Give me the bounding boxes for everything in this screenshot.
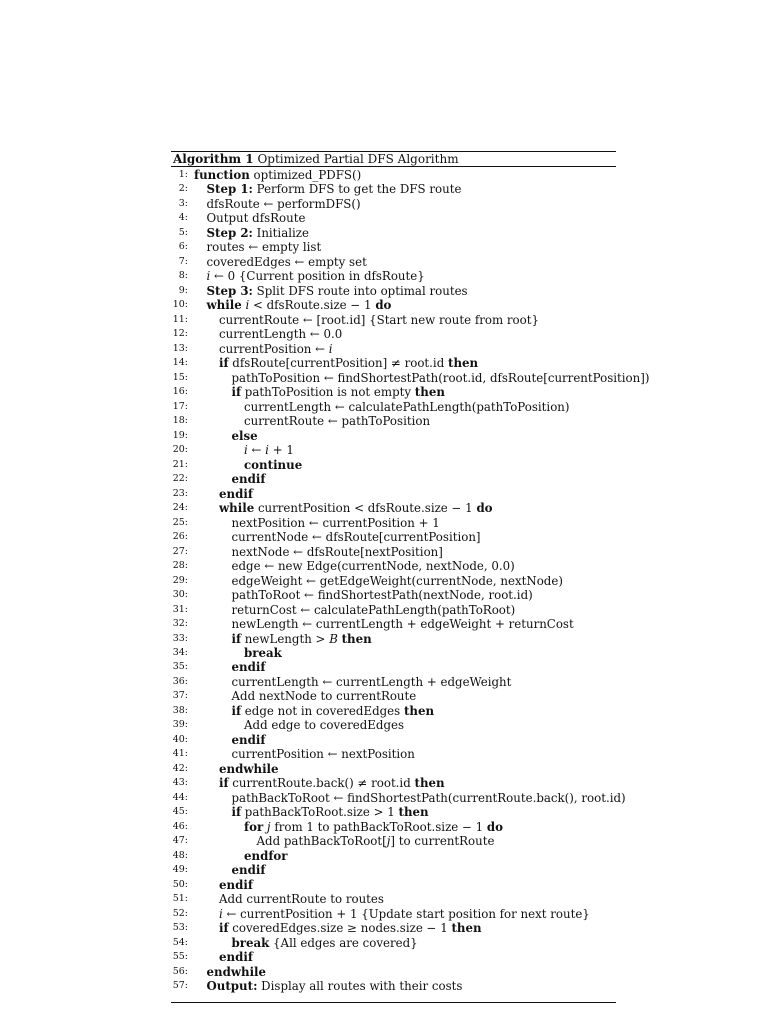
- line-code: [207, 269, 425, 283]
- line-code: [232, 791, 626, 805]
- algorithm-line: [171, 284, 616, 298]
- code-text: edgeWeight ← getEdgeWeight(currentNode, nextNode): [231, 573, 563, 588]
- keyword: if: [219, 356, 229, 371]
- line-number: 5:: [178, 226, 188, 238]
- code-text: Split DFS route into optimal routes: [252, 283, 468, 298]
- algorithm-line: [171, 820, 616, 834]
- line-number: 44:: [172, 791, 188, 803]
- algorithm-line: [171, 878, 616, 892]
- line-number: 29:: [172, 574, 188, 586]
- keyword: if: [231, 385, 242, 400]
- algorithm-line: [171, 936, 616, 950]
- algorithm-line: [171, 863, 616, 877]
- line-code: [219, 921, 482, 935]
- keyword: if: [219, 776, 229, 791]
- line-code: [232, 516, 440, 530]
- line-number: 27:: [172, 545, 188, 557]
- algorithm-line: [171, 689, 616, 703]
- algorithm-line: [171, 385, 616, 399]
- line-code: [207, 197, 361, 211]
- keyword: Output:: [206, 979, 258, 994]
- code-text: newLength ← currentLength + edgeWeight + returnCost: [231, 617, 574, 632]
- algorithm-line: [171, 240, 616, 254]
- line-code: [207, 965, 267, 979]
- line-code: [244, 718, 404, 732]
- code-text: j: [386, 834, 391, 849]
- algorithm-line: [171, 356, 616, 370]
- line-number: 17:: [172, 400, 188, 412]
- keyword: function: [194, 168, 250, 182]
- code-text: currentNode ← dfsRoute[currentPosition]: [231, 530, 481, 545]
- line-code: [244, 646, 282, 660]
- line-code: [232, 689, 417, 703]
- line-number: 51:: [172, 893, 188, 905]
- keyword: then: [414, 776, 445, 791]
- algorithm-line: [171, 747, 616, 761]
- algorithm-line: [171, 718, 616, 732]
- line-number: 22:: [172, 473, 188, 485]
- line-number: 2:: [178, 183, 188, 195]
- algorithm-line: [171, 790, 626, 805]
- line-number: 54:: [172, 936, 188, 948]
- keyword: endif: [219, 877, 253, 892]
- algorithm-line: [171, 907, 616, 921]
- code-text: Add pathBackToRoot[: [256, 834, 387, 849]
- line-code: [207, 298, 392, 312]
- line-code: [232, 574, 563, 588]
- line-code: [244, 414, 430, 428]
- keyword: then: [341, 631, 372, 646]
- code-text: i: [265, 443, 269, 458]
- keyword: endwhile: [219, 761, 279, 776]
- caption-rule: [171, 166, 616, 167]
- code-text: optimized_PDFS(): [249, 168, 362, 182]
- algorithm-line: [171, 834, 616, 848]
- algorithm-line: [171, 458, 616, 472]
- line-code: [219, 356, 478, 370]
- keyword: continue: [244, 457, 303, 472]
- line-number: 12:: [172, 328, 188, 340]
- keyword: endwhile: [206, 964, 267, 979]
- code-text: Display all routes with their costs: [257, 979, 463, 994]
- algorithm-line: [171, 545, 616, 559]
- line-code: [207, 979, 463, 993]
- line-code: [244, 820, 503, 834]
- keyword: endif: [231, 660, 266, 675]
- keyword: else: [231, 428, 258, 443]
- line-number: 6:: [178, 241, 188, 253]
- line-code: [232, 747, 415, 761]
- line-number: 48:: [172, 849, 188, 861]
- keyword: Step 1:: [206, 182, 253, 197]
- keyword: while: [206, 298, 242, 313]
- algorithm-line: [171, 849, 616, 863]
- code-text: pathToPosition is not empty: [241, 385, 415, 400]
- keyword: do: [486, 819, 504, 834]
- keyword: if: [231, 703, 242, 718]
- line-code: [219, 950, 253, 964]
- code-text: j: [266, 819, 271, 834]
- line-code: [194, 168, 361, 182]
- keyword: then: [414, 385, 445, 400]
- line-number: 34:: [172, 646, 188, 658]
- code-text: pathToRoot ← findShortestPath(nextNode, root.id): [231, 588, 533, 603]
- code-text: Add currentRoute to routes: [219, 892, 384, 907]
- line-number: 9:: [178, 284, 188, 296]
- keyword: for: [244, 819, 264, 834]
- algorithm-line: [171, 559, 616, 573]
- line-number: 15:: [172, 371, 188, 383]
- line-code: [257, 834, 495, 848]
- keyword: break: [244, 645, 282, 660]
- code-text: B: [329, 631, 338, 646]
- line-code: [244, 849, 288, 863]
- algorithm-line: [171, 530, 616, 544]
- algorithm-line: [171, 921, 616, 935]
- line-number: 39:: [172, 719, 188, 731]
- line-code: [219, 327, 342, 341]
- line-code: [219, 762, 279, 776]
- line-number: 55:: [172, 951, 188, 963]
- line-number: 40:: [172, 733, 188, 745]
- line-number: 20:: [172, 444, 188, 456]
- algorithm-line: [171, 168, 616, 182]
- code-text: nextPosition ← currentPosition + 1: [231, 515, 440, 530]
- algorithm-line: [171, 313, 616, 327]
- line-code: [232, 632, 372, 646]
- code-text: i: [219, 906, 223, 921]
- code-text: i: [244, 443, 248, 458]
- code-text: currentPosition < dfsRoute.size − 1: [254, 501, 477, 516]
- line-number: 8:: [178, 270, 188, 282]
- line-code: [232, 863, 266, 877]
- code-text: edge not in coveredEdges: [241, 703, 404, 718]
- code-text: currentRoute.back() ≠ root.id: [228, 776, 415, 791]
- line-number: 31:: [172, 603, 188, 615]
- line-number: 16:: [172, 386, 188, 398]
- line-code: [219, 776, 445, 790]
- algorithm-line: [171, 632, 616, 646]
- keyword: endif: [219, 950, 253, 965]
- line-number: 11:: [172, 313, 188, 325]
- line-code: [219, 342, 333, 356]
- line-number: 56:: [172, 965, 188, 977]
- code-text: currentRoute ← pathToPosition: [244, 414, 431, 429]
- line-number: 7:: [178, 255, 188, 267]
- keyword: if: [231, 631, 242, 646]
- line-number: 46:: [172, 820, 188, 832]
- code-text: currentLength ← 0.0: [219, 327, 343, 342]
- algorithm-title: Optimized Partial DFS Algorithm: [257, 152, 459, 166]
- line-number: 36:: [172, 675, 188, 687]
- algorithm-caption: [171, 152, 616, 166]
- keyword: then: [403, 703, 435, 718]
- code-text: {All edges are covered}: [269, 935, 418, 950]
- line-code: [232, 617, 574, 631]
- line-code: [232, 530, 481, 544]
- line-code: [232, 472, 266, 486]
- code-text: currentLength ← calculatePathLength(pathToPosition): [244, 399, 570, 414]
- line-code: [219, 501, 493, 515]
- line-code: [232, 805, 429, 819]
- line-code: [232, 733, 266, 747]
- code-text: i: [206, 269, 211, 284]
- algorithm-label: Algorithm 1: [173, 152, 254, 166]
- line-number: 25:: [172, 516, 188, 528]
- line-code: [232, 936, 418, 950]
- code-text: Add nextNode to currentRoute: [231, 689, 417, 704]
- code-text: pathBackToRoot.size > 1: [241, 805, 399, 820]
- keyword: then: [451, 921, 482, 936]
- line-number: 3:: [178, 197, 188, 209]
- code-text: pathBackToRoot ← findShortestPath(currentRoute.back(), root.id): [231, 790, 626, 805]
- algorithm-line: [171, 979, 616, 993]
- algorithm-line: [171, 443, 616, 457]
- algorithm-line: [171, 776, 616, 790]
- algorithm-line: [171, 298, 616, 312]
- algorithm-line: [171, 414, 616, 428]
- line-number: 32:: [172, 618, 188, 630]
- line-code: [219, 907, 590, 921]
- line-number: 30:: [172, 589, 188, 601]
- algorithm-line: [171, 950, 616, 964]
- code-text: i: [328, 341, 333, 356]
- line-number: 28:: [172, 560, 188, 572]
- line-code: [219, 892, 384, 906]
- line-code: [219, 313, 539, 327]
- algorithm-line: [171, 660, 616, 674]
- code-text: currentPosition ← nextPosition: [231, 747, 415, 762]
- line-number: 14:: [172, 357, 188, 369]
- code-text: ←: [247, 443, 266, 458]
- algorithm-line: [171, 965, 616, 979]
- keyword: then: [398, 805, 429, 820]
- algorithm-line: [171, 588, 616, 602]
- line-code: [244, 400, 570, 414]
- line-code: [232, 429, 258, 443]
- code-text: Perform DFS to get the DFS route: [252, 182, 462, 197]
- line-number: 33:: [172, 632, 188, 644]
- algorithm-line: [171, 805, 616, 819]
- keyword: endif: [219, 486, 253, 501]
- line-number: 23:: [172, 487, 188, 499]
- line-code: [219, 487, 253, 501]
- bottom-rule: [171, 1002, 616, 1003]
- code-text: returnCost ← calculatePathLength(pathToRoot): [231, 602, 516, 617]
- line-number: 50:: [172, 878, 188, 890]
- keyword: endfor: [244, 848, 288, 863]
- code-text: from 1 to pathBackToRoot.size − 1: [270, 819, 487, 834]
- code-text: nextNode ← dfsRoute[nextPosition]: [231, 544, 443, 559]
- line-code: [207, 240, 322, 254]
- line-code: [219, 878, 253, 892]
- algorithm-line: [171, 501, 616, 515]
- code-text: currentLength ← currentLength + edgeWeight: [231, 674, 512, 689]
- keyword: if: [231, 805, 242, 820]
- line-code: [232, 371, 650, 385]
- code-text: i: [245, 298, 250, 313]
- code-text: Output dfsRoute: [206, 211, 306, 226]
- algorithm-line: [171, 892, 616, 906]
- code-text: Add edge to coveredEdges: [244, 718, 405, 733]
- algorithm-line: [171, 182, 616, 196]
- line-code: [244, 443, 294, 457]
- line-number: 52:: [172, 907, 188, 919]
- line-code: [207, 211, 306, 225]
- code-text: routes ← empty list: [206, 240, 322, 255]
- algorithm-block: [171, 151, 650, 994]
- line-code: [207, 182, 462, 196]
- algorithm-line: [171, 762, 616, 776]
- keyword: do: [375, 298, 392, 313]
- algorithm-line: [171, 327, 616, 341]
- line-number: 18:: [172, 415, 188, 427]
- line-code: [232, 545, 443, 559]
- algorithm-line: [171, 675, 616, 689]
- code-text: newLength >: [241, 631, 330, 646]
- line-code: [207, 284, 468, 298]
- line-code: [207, 226, 309, 240]
- code-text: pathToPosition ← findShortestPath(root.id, dfsRoute[currentPosition]): [231, 370, 650, 385]
- line-number: 13:: [172, 342, 188, 354]
- keyword: then: [448, 356, 479, 371]
- code-text: Initialize: [252, 225, 309, 240]
- algorithm-line: [171, 646, 616, 660]
- keyword: Step 2:: [206, 225, 253, 240]
- line-number: 10:: [172, 299, 188, 311]
- line-code: [232, 603, 516, 617]
- code-text: edge ← new Edge(currentNode, nextNode, 0.0): [231, 559, 515, 574]
- algorithm-line: [171, 255, 616, 269]
- algorithm-line: [171, 733, 616, 747]
- line-number: 38:: [172, 704, 188, 716]
- algorithm-line: [171, 197, 616, 211]
- algorithm-line: [171, 429, 616, 443]
- algorithm-lines: [171, 168, 650, 994]
- line-code: [232, 588, 533, 602]
- line-code: [232, 559, 515, 573]
- keyword: if: [219, 921, 229, 936]
- line-number: 49:: [172, 864, 188, 876]
- algorithm-line: [171, 574, 616, 588]
- algorithm-line: [171, 211, 616, 225]
- code-text: < dfsRoute.size − 1: [249, 298, 376, 313]
- code-text: ] to currentRoute: [390, 834, 495, 849]
- code-text: + 1: [268, 443, 294, 458]
- code-text: ← currentPosition + 1 {Update start position for next route}: [222, 906, 590, 921]
- line-code: [232, 704, 435, 718]
- line-number: 35:: [172, 661, 188, 673]
- line-number: 21:: [172, 458, 188, 470]
- line-number: 24:: [172, 502, 188, 514]
- keyword: endif: [231, 863, 266, 878]
- keyword: endif: [231, 732, 266, 747]
- algorithm-line: [171, 400, 616, 414]
- line-number: 41:: [172, 748, 188, 760]
- algorithm-line: [171, 603, 616, 617]
- keyword: do: [476, 501, 493, 516]
- line-number: 1:: [178, 169, 188, 180]
- line-number: 47:: [172, 835, 188, 847]
- line-number: 19:: [172, 429, 188, 441]
- keyword: endif: [231, 472, 266, 487]
- algorithm-line: [171, 370, 650, 385]
- algorithm-line: [171, 226, 616, 240]
- algorithm-line: [171, 472, 616, 486]
- code-text: coveredEdges.size ≥ nodes.size − 1: [228, 921, 452, 936]
- line-number: 45:: [172, 806, 188, 818]
- line-number: 43:: [172, 777, 188, 789]
- line-number: 57:: [172, 980, 188, 992]
- line-number: 4:: [178, 212, 188, 224]
- line-number: 37:: [172, 690, 188, 702]
- algorithm-line: [171, 516, 616, 530]
- algorithm-line: [171, 617, 616, 631]
- code-text: dfsRoute[currentPosition] ≠ root.id: [228, 356, 448, 371]
- line-number: 42:: [172, 762, 188, 774]
- line-code: [232, 675, 512, 689]
- line-number: 53:: [172, 922, 188, 934]
- algorithm-line: [171, 487, 616, 501]
- algorithm-line: [171, 704, 616, 718]
- line-number: 26:: [172, 531, 188, 543]
- keyword: break: [231, 935, 270, 950]
- line-code: [207, 255, 367, 269]
- line-code: [244, 458, 302, 472]
- code-text: coveredEdges ← empty set: [206, 254, 367, 269]
- code-text: ← 0 {Current position in dfsRoute}: [210, 269, 425, 284]
- code-text: dfsRoute ← performDFS(): [206, 196, 361, 211]
- code-text: currentRoute ← [root.id] {Start new route from root}: [219, 312, 539, 327]
- algorithm-line: [171, 342, 616, 356]
- keyword: while: [219, 501, 255, 516]
- code-text: currentPosition ←: [219, 341, 329, 356]
- keyword: Step 3:: [206, 283, 253, 298]
- algorithm-line: [171, 269, 616, 283]
- line-code: [232, 385, 445, 399]
- line-code: [232, 660, 266, 674]
